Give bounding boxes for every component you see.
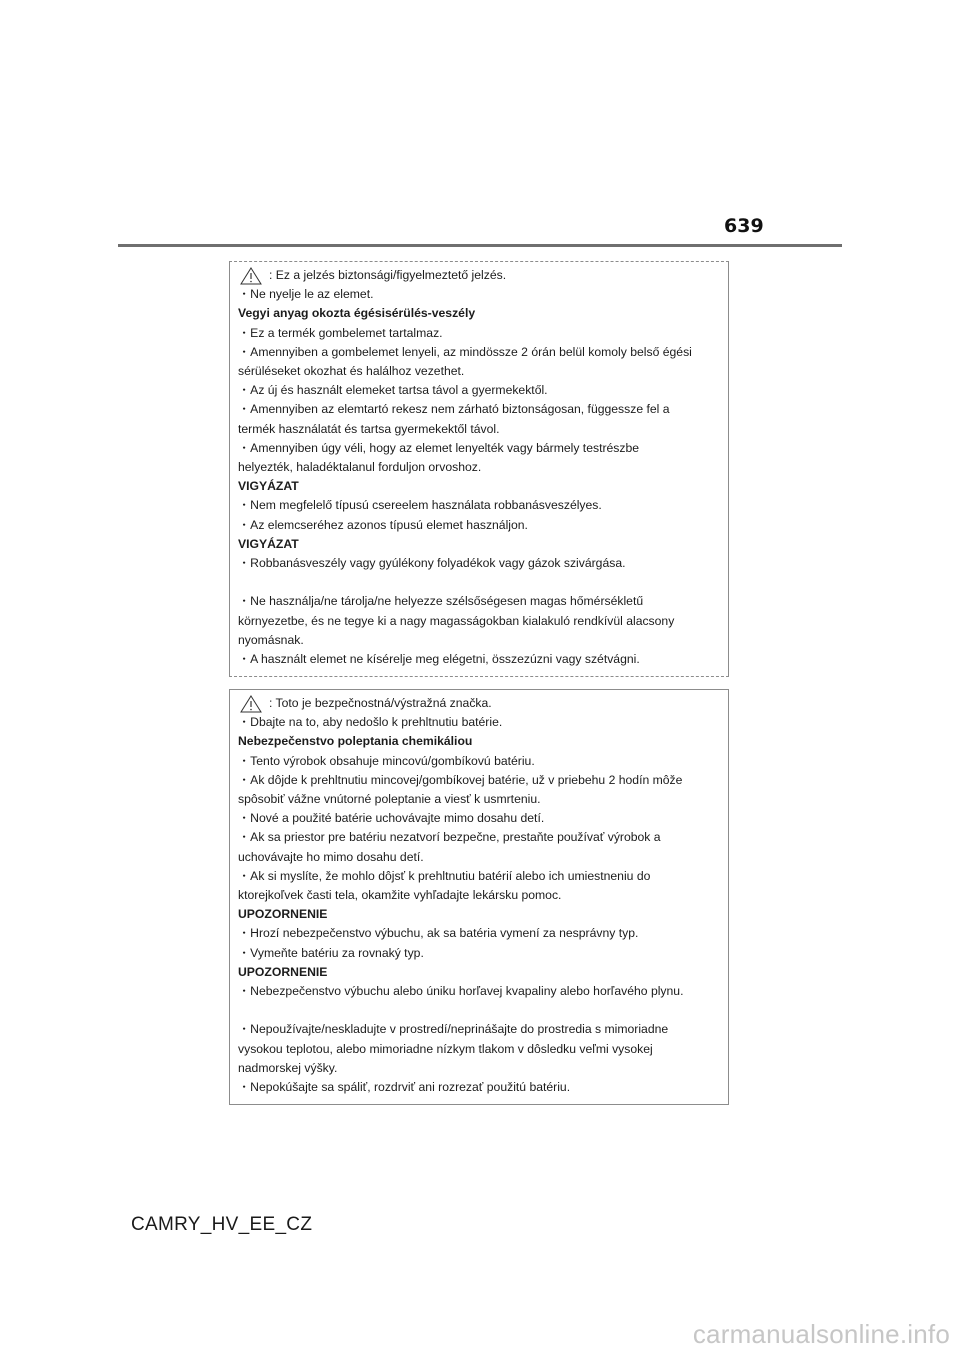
warning-symbol-line [238,266,720,285]
text-line: ・Ak si myslíte, že mohlo dôjsť k prehltnutiu batérií alebo ich umiestneniu do [238,868,651,883]
text-line: spôsobiť vážne vnútorné poleptanie a viesť k usmrteniu. [238,792,541,807]
text-line: helyezték, haladéktalanul forduljon orvoshoz. [238,460,482,475]
text-line: nadmorskej výšky. [238,1060,338,1075]
text-line: sérüléseket okozhat és halálhoz vezethet. [238,364,465,379]
text-line: ・Robbanásveszély vagy gyúlékony folyadékok vagy gázok szivárgása. [238,556,626,571]
header-rule [118,244,842,247]
section-heading: UPOZORNENIE [238,964,328,979]
section-heading: UPOZORNENIE [238,907,328,922]
section-heading: VIGYÁZAT [238,536,299,551]
warning-box-slovak [229,689,729,1105]
text-line: ・Nebezpečenstvo výbuchu alebo úniku horľavej kvapaliny alebo horľavého plynu. [238,984,684,999]
warning-triangle-icon [240,267,262,285]
text-line: ・Nepoužívajte/neskladujte v prostredí/neprinášajte do prostredia s mimoriadne [238,1022,669,1037]
text-line: ・Az új és használt elemeket tartsa távol a gyermekektől. [238,383,548,398]
text-line: ・Nové a použité batérie uchovávajte mimo dosahu detí. [238,811,545,826]
text-line: ・Ne használja/ne tárolja/ne helyezze szélsőségesen magas hőmérsékletű [238,594,644,609]
text-line: ・Ak dôjde k prehltnutiu mincovej/gombíkovej batérie, už v priebehu 2 hodín môže [238,772,683,787]
text-line: ktorejkoľvek časti tela, okamžite vyhľadajte lekársku pomoc. [238,888,562,903]
text-line: ・Vymeňte batériu za rovnaký typ. [238,945,424,960]
text-line: ・Amennyiben az elemtartó rekesz nem zárható biztonságosan, függessze fel a [238,402,670,417]
text-line: ・Amennyiben úgy véli, hogy az elemet lenyelték vagy bármely testrészbe [238,440,640,455]
text-line: ・Ak sa priestor pre batériu nezatvorí bezpečne, prestaňte používať výrobok a [238,830,661,845]
text-line [238,573,720,592]
text-line: ・Az elemcseréhez azonos típusú elemet használjon. [238,517,528,532]
footer-model-code: CAMRY_HV_EE_CZ [131,1214,313,1235]
warning-text-lines [238,285,720,669]
text-line [238,1001,720,1020]
text-line: ・Hrozí nebezpečenstvo výbuchu, ak sa batéria vymení za nesprávny typ. [238,926,639,941]
warning-text-lines [238,713,720,1097]
watermark: carmanualsonline.info [692,1319,950,1349]
text-line: termék használatát és tartsa gyermekektől távol. [238,421,500,436]
warning-symbol-text: : Toto je bezpečnostná/výstražná značka. [269,696,492,710]
section-heading: Vegyi anyag okozta égésisérülés-veszély [238,306,476,321]
text-line: ・A használt elemet ne kísérelje meg elégetni, összezúzni vagy szétvágni. [238,652,640,667]
text-line: vysokou teplotou, alebo mimoriadne nízkym tlakom v dôsledku veľmi vysokej [238,1041,653,1056]
text-line: uchovávajte ho mimo dosahu detí. [238,849,424,864]
warning-symbol-line [238,694,720,713]
section-heading: Nebezpečenstvo poleptania chemikáliou [238,734,473,749]
text-line: ・Dbajte na to, aby nedošlo k prehltnutiu batérie. [238,715,503,730]
text-line: ・Ne nyelje le az elemet. [238,287,374,302]
section-heading: VIGYÁZAT [238,479,299,494]
page-number: 639 [724,215,764,237]
text-line: ・Amennyiben a gombelemet lenyeli, az mindössze 2 órán belül komoly belső égési [238,344,692,359]
warning-box-hungarian [229,261,729,677]
text-line: ・Ez a termék gombelemet tartalmaz. [238,325,443,340]
text-line: ・Tento výrobok obsahuje mincovú/gombíkovú batériu. [238,753,535,768]
text-line: ・Nem megfelelő típusú csereelem használata robbanásveszélyes. [238,498,602,513]
text-line: ・Nepokúšajte sa spáliť, rozdrviť ani rozrezať použitú batériu. [238,1080,571,1095]
warning-symbol-text: : Ez a jelzés biztonsági/figyelmeztető jelzés. [269,268,507,282]
text-line: környezetbe, és ne tegye ki a nagy magasságokban kialakuló rendkívül alacsony [238,613,675,628]
text-line: nyomásnak. [238,632,304,647]
warning-triangle-icon [240,695,262,713]
